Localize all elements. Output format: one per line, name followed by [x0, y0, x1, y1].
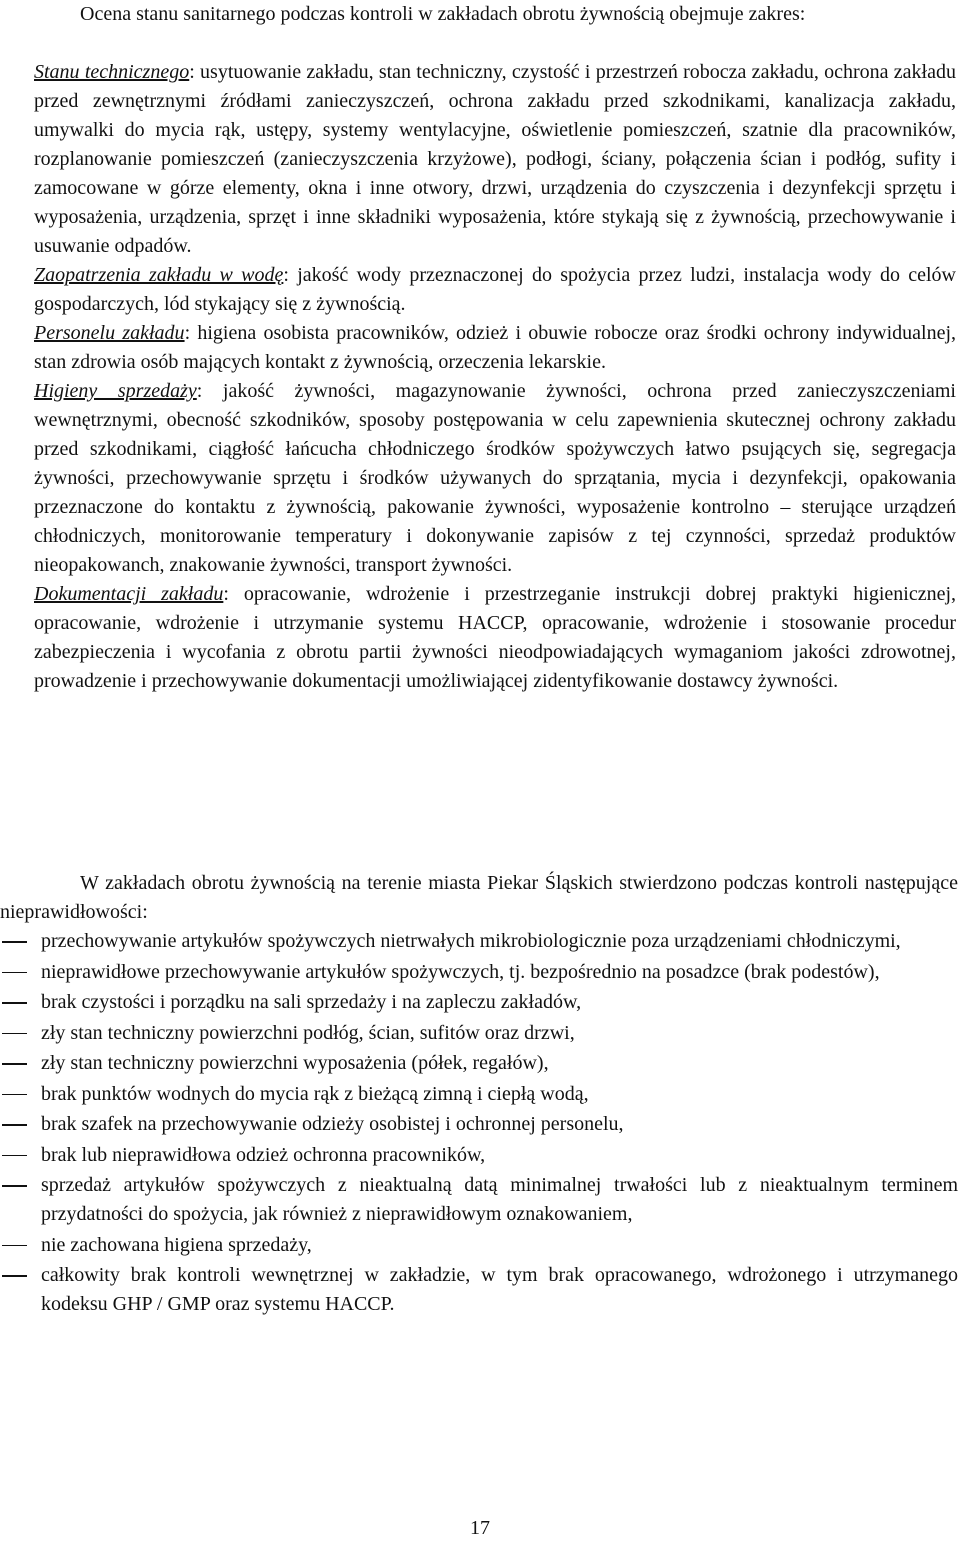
- dash-bullet-icon: [2, 941, 27, 943]
- list-item: nie zachowana higiena sprzedaży,: [0, 1231, 958, 1260]
- list-item: brak czystości i porządku na sali sprzedaży i na zapleczu zakładów,: [0, 988, 958, 1017]
- scope-text: : opracowanie, wdrożenie i przestrzeganie instrukcji dobrej praktyki higienicznej, opracowanie, wdrożenie i utrzymanie systemu HACCP, opracowanie, wdrożenie i stosowanie procedur zabezpieczenia i wycofania z obrotu partii żywności nieodpowiadających wymaganiom jakości zdrowotnej, prowadzenie i przechowywanie dokumentacji umożliwiającej zidentyfikowanie dostawcy żywności.: [34, 583, 957, 692]
- list-item: brak szafek na przechowywanie odzieży osobistej i ochronnej personelu,: [0, 1110, 958, 1139]
- dash-bullet-icon: [2, 972, 27, 974]
- dash-bullet-icon: [2, 1185, 27, 1187]
- dash-bullet-icon: [2, 1245, 27, 1247]
- scope-item-technical: [34, 58, 956, 261]
- scope-item-documentation: [34, 580, 956, 696]
- list-item: sprzedaż artykułów spożywczych z nieaktualną datą minimalnej trwałości lub z nieaktualnym terminem przydatności do spożycia, jak również z nieprawidłowym oznakowaniem,: [0, 1171, 958, 1229]
- scope-text: : usytuowanie zakładu, stan techniczny, czystość i przestrzeń robocza zakładu, ochrona zakładu przed zewnętrznymi źródłami zanieczyszczeń, ochrona zakładu przed szkodnikami, kanalizacja zakładu, umywalki do mycia rąk, ustępy, systemy wentylacyjne, oświetlenie pomieszczeń, szatnie dla pracowników, rozplanowanie pomieszczeń (zanieczyszczenia krzyżowe), podłogi, ściany, połączenia ścian i podłóg, sufity i zamocowane w górze elementy, okna i inne otwory, drzwi, urządzenia do czyszczenia i dezynfekcji sprzętu i wyposażenia, urządzenia, sprzęt i inne składniki wyposażenia, które stykają się z żywnością, przechowywanie i usuwanie odpadów.: [34, 61, 956, 257]
- scope-text: : higiena osobista pracowników, odzież i obuwie robocze oraz środki ochrony indywidualnej, stan zdrowia osób mających kontakt z żywnością, orzeczenia lekarskie.: [34, 322, 957, 373]
- list-item: nieprawidłowe przechowywanie artykułów spożywczych, tj. bezpośrednio na posadzce (brak podestów),: [0, 958, 958, 987]
- scope-label: Dokumentacji zakładu: [34, 583, 224, 605]
- dash-bullet-icon: [2, 1124, 27, 1126]
- page-number: 17: [470, 1517, 490, 1539]
- dash-bullet-icon: [2, 1155, 27, 1157]
- inspection-scope-list: [34, 58, 956, 696]
- dash-bullet-icon: [2, 1275, 27, 1277]
- list-item: zły stan techniczny powierzchni podłóg, ścian, sufitów oraz drzwi,: [0, 1019, 958, 1048]
- scope-label: Higieny sprzedaży: [34, 380, 197, 402]
- dash-bullet-icon: [2, 1094, 27, 1096]
- scope-text: : jakość żywności, magazynowanie żywności, ochrona przed zanieczyszczeniami wewnętrznymi, obecność szkodników, sposoby postępowania w celu zapewnienia skutecznej ochrony zakładu przed szkodnikami, ciągłość łańcucha chłodniczego środków spożywczych łatwo psujących się, segregacja żywności, przechowywanie sprzętu i środków używanych do sprzątania, mycia i dezynfekcji, opakowania przeznaczone do kontaktu z żywnością, pakowanie żywności, wyposażenie kontrolno – sterujące urządzeń chłodniczych, monitorowanie temperatury i dokonywanie zapisów z tej czynności, sprzedaż produktów nieopakowanch, znakowanie żywności, transport żywności.: [34, 380, 956, 576]
- list-item: brak lub nieprawidłowa odzież ochronna pracowników,: [0, 1141, 958, 1170]
- list-item: zły stan techniczny powierzchni wyposażenia (półek, regałów),: [0, 1049, 958, 1078]
- scope-item-sales-hygiene: [34, 377, 956, 580]
- list-item: całkowity brak kontroli wewnętrznej w zakładzie, w tym brak opracowanego, wdrożonego i utrzymanego kodeksu GHP / GMP oraz systemu HACCP.: [0, 1261, 958, 1319]
- findings-list: [0, 927, 958, 1321]
- intro-paragraph: Ocena stanu sanitarnego podczas kontroli w zakładach obrotu żywnością obejmuje zakres:: [80, 3, 806, 25]
- dash-bullet-icon: [2, 1033, 27, 1035]
- scope-label: Personelu zakładu: [34, 322, 185, 344]
- scope-item-personnel: [34, 319, 956, 377]
- scope-label: Stanu technicznego: [34, 61, 190, 83]
- scope-item-water: [34, 261, 956, 319]
- list-item: brak punktów wodnych do mycia rąk z bieżącą zimną i ciepłą wodą,: [0, 1080, 958, 1109]
- list-item: przechowywanie artykułów spożywczych nietrwałych mikrobiologicznie poza urządzeniami chłodniczymi,: [0, 927, 958, 956]
- scope-text: : jakość wody przeznaczonej do spożycia przez ludzi, instalacja wody do celów gospodarczych, lód stykający się z żywnością.: [34, 264, 957, 315]
- findings-intro-paragraph: W zakładach obrotu żywnością na terenie miasta Piekar Śląskich stwierdzono podczas kontroli następujące nieprawidłowości:: [0, 872, 958, 923]
- dash-bullet-icon: [2, 1002, 27, 1004]
- scope-label: Zaopatrzenia zakładu w wodę: [34, 264, 284, 286]
- dash-bullet-icon: [2, 1063, 27, 1065]
